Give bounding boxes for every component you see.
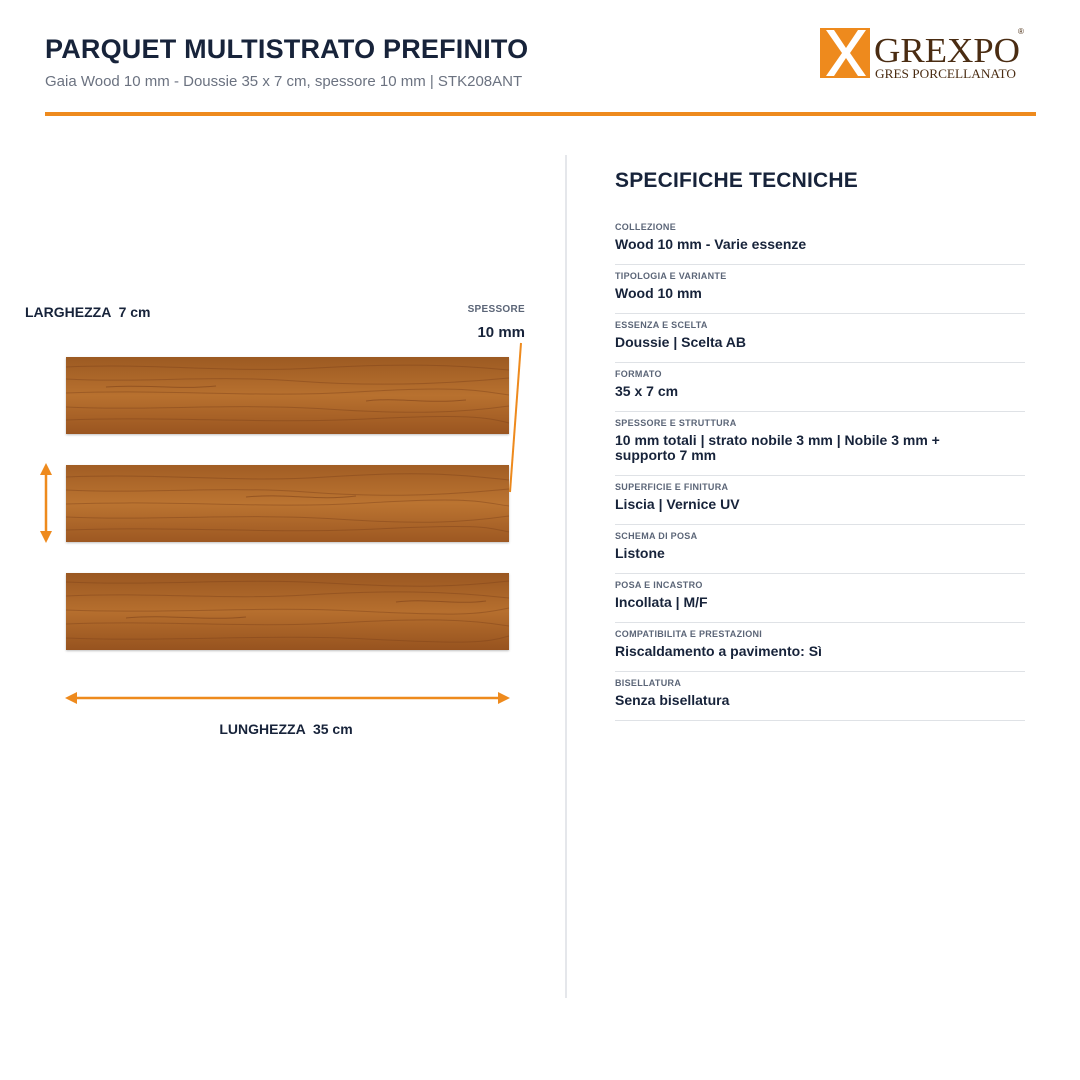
grexpo-logo xyxy=(818,24,1030,84)
spec-value: Wood 10 mm xyxy=(615,285,702,301)
spec-label: SCHEMA DI POSA xyxy=(615,531,698,541)
spec-row-bisellatura xyxy=(615,672,1025,721)
spec-value: Listone xyxy=(615,545,665,561)
spec-row-essenza xyxy=(615,314,1025,363)
spec-row-compatibilita xyxy=(615,623,1025,672)
spec-row-tipologia xyxy=(615,265,1025,314)
logo-registered-mark: ® xyxy=(1018,27,1024,36)
spec-row-posa xyxy=(615,574,1025,623)
wood-plank xyxy=(66,357,509,434)
logo-tagline: GRES PORCELLANATO xyxy=(875,67,1016,81)
spec-label: TIPOLOGIA E VARIANTE xyxy=(615,271,727,281)
spec-value: Wood 10 mm - Varie essenze xyxy=(615,236,807,252)
specs-list xyxy=(615,216,1025,721)
width-arrow xyxy=(40,463,52,543)
page-title: PARQUET MULTISTRATO PREFINITO xyxy=(45,34,529,64)
wood-plank xyxy=(66,573,509,650)
specs-title: SPECIFICHE TECNICHE xyxy=(615,169,858,192)
spec-row-formato xyxy=(615,363,1025,412)
spec-value: Riscaldamento a pavimento: Sì xyxy=(615,643,822,659)
spec-label: SPESSORE E STRUTTURA xyxy=(615,418,737,428)
spec-row-spessore xyxy=(615,412,1025,476)
page-subtitle: Gaia Wood 10 mm - Doussie 35 x 7 cm, spessore 10 mm | STK208ANT xyxy=(45,73,523,90)
column-divider xyxy=(565,155,567,998)
spec-row-schema xyxy=(615,525,1025,574)
spec-label: ESSENZA E SCELTA xyxy=(615,320,708,330)
spec-value: 35 x 7 cm xyxy=(615,383,679,399)
wood-plank xyxy=(66,465,509,542)
thickness-leader-line xyxy=(510,343,521,492)
spec-label: COMPATIBILITA E PRESTAZIONI xyxy=(615,629,763,639)
spec-value: 10 mm totali | strato nobile 3 mm | Nobile 3 mm + supporto 7 mm xyxy=(615,432,940,463)
thickness-value: 10 mm xyxy=(477,324,525,341)
spec-row-superficie xyxy=(615,476,1025,525)
spec-row-collezione xyxy=(615,216,1025,265)
logo-wordmark: GREXPO xyxy=(874,31,1020,70)
spec-label: POSA E INCASTRO xyxy=(615,580,703,590)
length-arrow xyxy=(65,692,510,704)
spec-value: Senza bisellatura xyxy=(615,692,730,708)
length-label: LUNGHEZZA 35 cm xyxy=(219,721,353,737)
spec-value: Liscia | Vernice UV xyxy=(615,496,740,512)
spec-label: FORMATO xyxy=(615,369,662,379)
spec-value: Incollata | M/F xyxy=(615,594,708,610)
header-accent-rule xyxy=(45,112,1036,116)
thickness-caption: SPESSORE xyxy=(467,304,525,315)
spec-label: COLLEZIONE xyxy=(615,222,676,232)
spec-label: SUPERFICIE E FINITURA xyxy=(615,482,729,492)
spec-value: Doussie | Scelta AB xyxy=(615,334,746,350)
spec-label: BISELLATURA xyxy=(615,678,682,688)
width-label: LARGHEZZA 7 cm xyxy=(25,304,151,320)
